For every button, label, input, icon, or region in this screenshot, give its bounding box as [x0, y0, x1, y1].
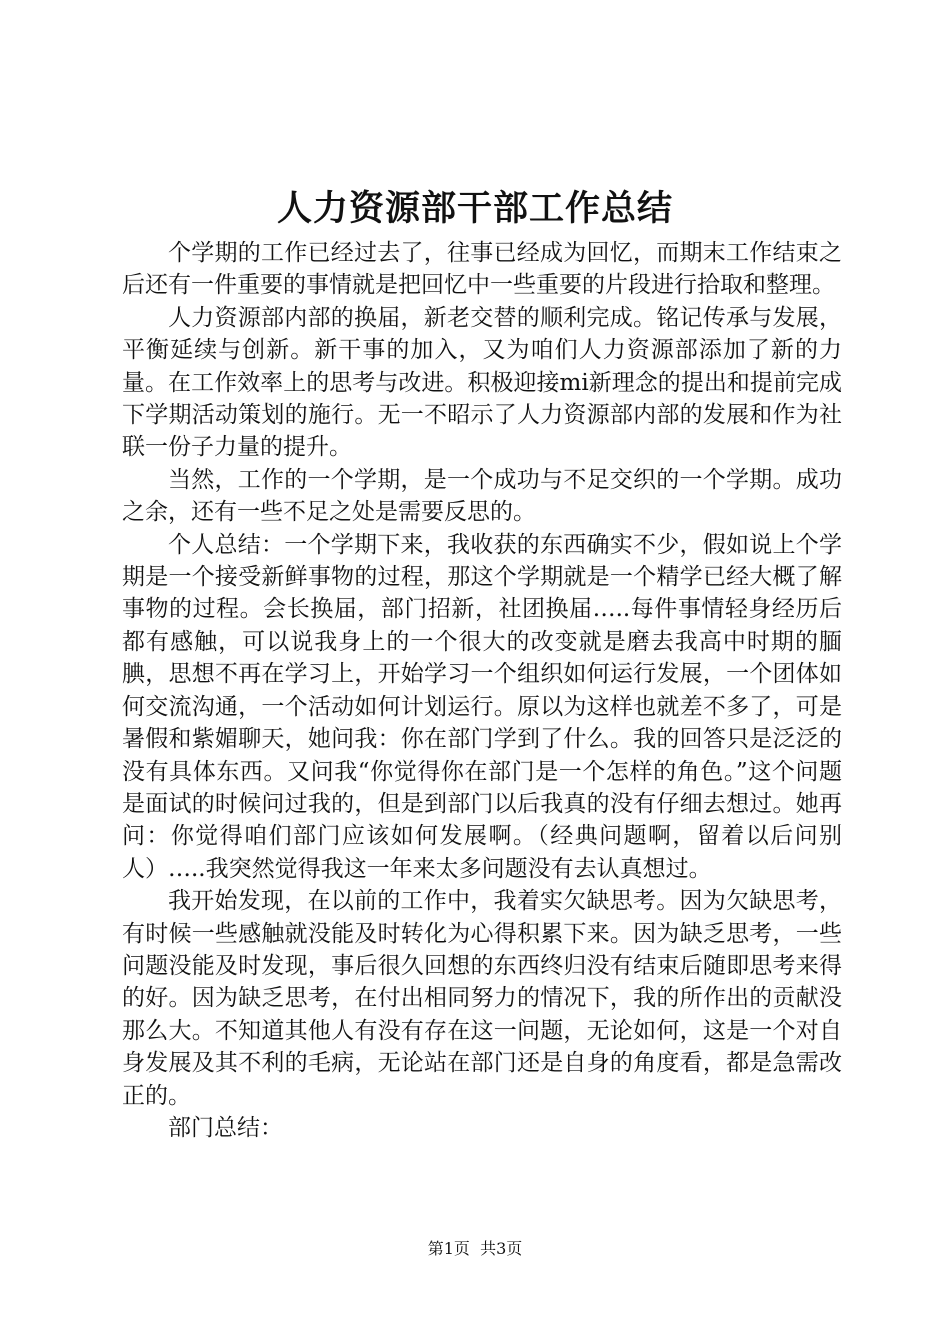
paragraph-department-summary-heading: 部门总结： — [168, 1114, 283, 1141]
page-total: 共3页 — [480, 1239, 523, 1258]
page-footer — [0, 1238, 950, 1260]
paragraph-lack-of-thinking: 我开始发现，在以前的工作中，我着实欠缺思考。因为欠缺思考，有时候一些感触就没能及时转化为心得积累下来。因为缺乏思考，一些问题没能及时发现，事后很久回想的东西终归没有结束后随即思考来得的好。因为缺乏思考，在付出相同努力的情况下，我的所作出的贡献没那么大。不知道其他人有没有存在这一问题，无论如何，这是一个对自身发展及其不利的毛病，无论站在部门还是自身的角度看，都是急需改正的。 — [122, 888, 842, 1109]
paragraph-semester-reflection: 当然，工作的一个学期，是一个成功与不足交织的一个学期。成功之余，还有一些不足之处是需要反思的。 — [122, 466, 842, 526]
document-body — [122, 237, 842, 1144]
paragraph-personal-summary: 个人总结：一个学期下来，我收获的东西确实不少，假如说上个学期是一个接受新鲜事物的过程，那这个学期就是一个精学已经大概了解事物的过程。会长换届，部门招新，社团换届…..每件事情轻身经历后都有感触，可以说我身上的一个很大的改变就是磨去我高中时期的腼腆，思想不再在学习上，开始学习一个组织如何运行发展，一个团体如何交流沟通，一个活动如何计划运行。原以为这样也就差不多了，可是暑假和紫媚聊天，她问我：你在部门学到了什么。我的回答只是泛泛的没有具体东西。又问我“你觉得你在部门是一个怎样的角色。”这个问题是面试的时候问过我的，但是到部门以后我真的没有仔细去想过。她再问：你觉得咱们部门应该如何发展啊。（经典问题啊，留着以后问别人）…..我突然觉得我这一年来太多问题没有去认真想过。 — [122, 531, 842, 882]
page-number: 第1页 — [427, 1239, 470, 1258]
document-title: 人力资源部干部工作总结 — [276, 188, 673, 229]
paragraph-intro: 个学期的工作已经过去了，往事已经成为回忆，而期末工作结束之后还有一件重要的事情就是把回忆中一些重要的片段进行拾取和整理。 — [122, 240, 842, 299]
paragraph-department-transition: 人力资源部内部的换届，新老交替的顺利完成。铭记传承与发展，平衡延续与创新。新干事的加入，又为咱们人力资源部添加了新的力量。在工作效率上的思考与改进。积极迎接mi新理念的提出和提前完成下学期活动策划的施行。无一不昭示了人力资源部内部的发展和作为社联一份子力量的提升。 — [122, 304, 842, 461]
